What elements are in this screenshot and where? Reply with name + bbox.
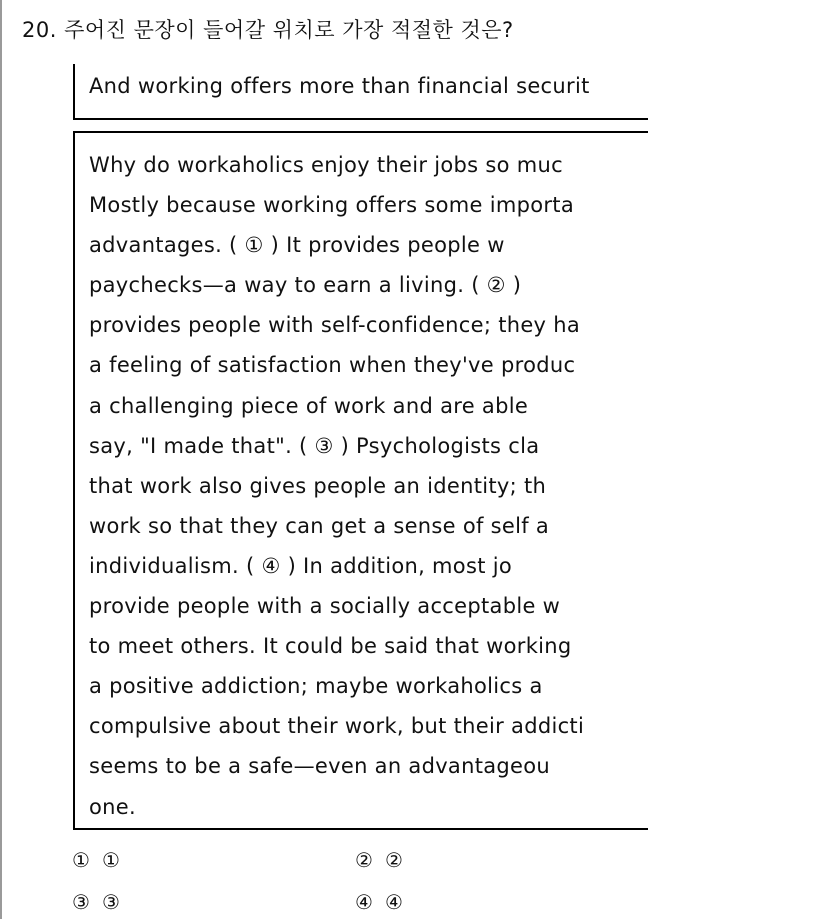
passage-line: individualism. ( ④ ) In addition, most jo (89, 553, 512, 578)
passage-line: provide people with a socially acceptable w (89, 594, 561, 619)
passage-line: Mostly because working offers some importa (89, 193, 575, 218)
passage-line: that work also gives people an identity; th (89, 473, 547, 498)
passage-line: a feeling of satisfaction when they've produc (89, 353, 576, 378)
choice-2-text: ② (384, 848, 403, 872)
passage-line: compulsive about their work, but their addicti (89, 714, 585, 739)
choice-4-text: ④ (384, 890, 403, 914)
choice-1[interactable] (72, 848, 120, 872)
choice-1-number: ① (72, 848, 90, 872)
given-sentence: And working offers more than financial securit (89, 74, 590, 98)
choice-3[interactable] (72, 890, 120, 914)
passage-line: a challenging piece of work and are able (89, 393, 529, 418)
passage-line: a positive addiction; maybe workaholics a (89, 674, 543, 699)
choice-1-text: ① (101, 848, 120, 872)
choice-3-number: ③ (72, 890, 90, 914)
choice-3-text: ③ (101, 890, 120, 914)
choice-2-number: ② (355, 848, 373, 872)
choice-2[interactable] (355, 848, 403, 872)
question-title: 20. 주어진 문장이 들어갈 위치로 가장 적절한 것은? (22, 18, 514, 42)
choice-4-number: ④ (355, 890, 373, 914)
passage-line: to meet others. It could be said that working (89, 634, 572, 659)
left-margin-rule (0, 0, 2, 919)
passage-box (73, 131, 648, 830)
passage-line: Why do workaholics enjoy their jobs so muc (89, 153, 563, 177)
passage-line: one. (89, 794, 136, 819)
passage-line: work so that they can get a sense of self a (89, 513, 550, 538)
choice-4[interactable] (355, 890, 403, 914)
passage-line: provides people with self-confidence; they ha (89, 313, 581, 338)
passage-line: paychecks—a way to earn a living. ( ② ) (89, 273, 522, 298)
given-sentence-box (73, 64, 648, 120)
passage-line: seems to be a safe—even an advantageou (89, 754, 551, 779)
passage-text (89, 145, 648, 827)
passage-line: say, "I made that". ( ③ ) Psychologists cla (89, 433, 540, 458)
passage-line: advantages. ( ① ) It provides people w (89, 233, 505, 258)
